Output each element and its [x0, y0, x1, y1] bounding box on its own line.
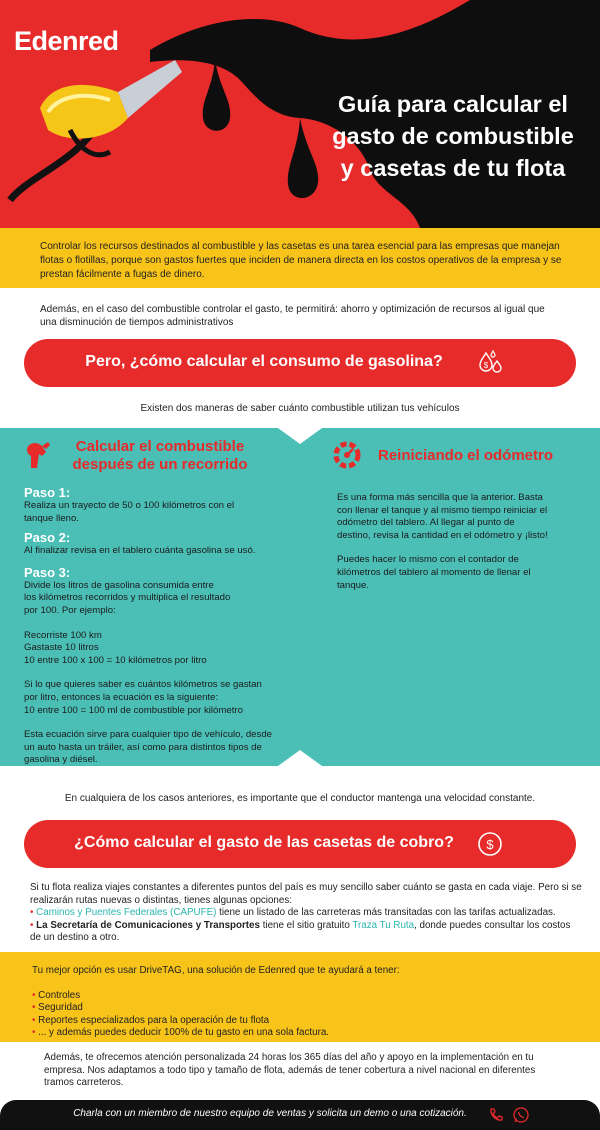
drivetag-item: • Reportes especializados para la operación de tu flota — [32, 1014, 270, 1026]
odometer-line: Es una forma más sencilla que la anterior. Basta — [337, 492, 543, 503]
svg-text:$: $ — [483, 361, 489, 370]
counter-line: tanque. — [337, 579, 370, 591]
question2-text: ¿Cómo calcular el gasto de las casetas de cobro? — [74, 834, 454, 851]
note-line: un auto hasta un tráiler, así como para distintos tipos de — [24, 741, 262, 753]
closing-text: Además, te ofrecemos atención personalizada 24 horas los 365 días del año y apoyo en la implementación en tu empresa. Nos adaptamos a todo tipo y tamaño de flota, además de tener cobertura a nivel nacional en diferentes tramos carreteros. — [44, 1052, 536, 1089]
km-line: Si lo que quieres saber es cuántos kilómetros se gastan — [24, 679, 262, 691]
paso1-line: tanque lleno. — [24, 512, 79, 524]
sct-item: • La Secretaría de Comunicaciones y Transportes tiene el sitio gratuito Traza Tu Ruta, donde puedes consultar los costos de un destino a otro. — [30, 919, 571, 944]
question1-banner — [24, 339, 576, 387]
question2-banner — [24, 820, 576, 868]
drivetag-item: • Seguridad — [32, 1002, 83, 1013]
fuel-pump-icon — [22, 438, 56, 472]
right-col-body — [337, 492, 587, 592]
paso2-line: Al finalizar revisa en el tablero cuánta gasolina se usó. — [24, 545, 256, 557]
km-line: 10 entre 100 = 100 ml de combustible por kilómetro — [24, 704, 243, 716]
hero-banner — [0, 0, 600, 228]
paso1-line: Realiza un trayecto de 50 o 100 kilómetros con el — [24, 500, 235, 511]
intro-section — [0, 228, 600, 288]
example-line: 10 entre 100 x 100 = 10 kilómetros por litro — [24, 654, 207, 666]
odometer-line: destino, revisa la cantidad en el odómetro y ¡listo! — [337, 529, 548, 541]
paso1-heading: Paso 1: — [24, 485, 71, 500]
odometer-line: odómetro del tablero. Al llegar al punto de — [337, 517, 515, 529]
casetas-section — [30, 882, 582, 945]
left-col-body — [24, 485, 304, 767]
question1-text: Pero, ¿cómo calcular el consumo de gasolina? — [85, 353, 443, 370]
methods-section — [0, 428, 600, 766]
drivetag-section — [0, 952, 600, 1042]
footer-bar[interactable] — [0, 1100, 600, 1130]
phone-icon[interactable] — [488, 1107, 504, 1123]
ways-text: Existen dos maneras de saber cuánto combustible utilizan tus vehículos — [140, 403, 460, 414]
fuel-drops-icon — [476, 349, 504, 377]
drivetag-item: • ... y además puedes deducir 100% de tu gasto en una sola factura. — [32, 1027, 330, 1038]
paso3-heading: Paso 3: — [24, 564, 71, 580]
example-line: Recorriste 100 km — [24, 629, 102, 641]
km-line: por litro, entonces la ecuación es la siguiente: — [24, 691, 219, 703]
svg-text:$: $ — [486, 837, 494, 852]
paso3-line: los kilómetros recorridos y multiplica el resultado — [24, 592, 231, 604]
left-col-title: Calcular el combustible después de un recorrido — [72, 438, 248, 473]
odometer-line: con llenar el tanque y al mismo tiempo reiniciar el — [337, 504, 548, 516]
footer-text: Charla con un miembro de nuestro equipo de ventas y solicita un demo o una cotización. — [73, 1108, 467, 1119]
whatsapp-icon[interactable] — [512, 1106, 530, 1124]
counter-line: kilómetros del tablero al momento de llenar el — [337, 566, 531, 578]
odometer-icon — [332, 440, 362, 470]
edenred-logo: Edenred — [14, 26, 119, 56]
note-line: gasolina y diésel. — [24, 754, 98, 766]
casetas-intro: Si tu flota realiza viajes constantes a diferentes puntos del país es muy sencillo saber cuánto se gasta en cada viaje. Pero si se realizarán rutas nuevas o distintas, tienes algunas opciones: — [30, 882, 582, 906]
constant-speed-text: En cualquiera de los casos anteriores, es importante que el conductor mantenga una velocidad constante. — [64, 793, 536, 804]
note-line: Esta ecuación sirve para cualquier tipo de vehículo, desde — [24, 729, 272, 741]
drivetag-intro: Tu mejor opción es usar DriveTAG, una solución de Edenred que te ayudará a tener: — [32, 965, 400, 976]
right-col-title: Reiniciando el odómetro — [378, 447, 554, 464]
intro-text: Controlar los recursos destinados al combustible y las casetas es una tarea esencial para las empresas que manejan flotas o flotillas, porque son gastos fuertes que inciden de manera directa en los costos operativos de la empresa y se prestan fácilmente a fugas de dinero. — [40, 241, 562, 280]
dollar-coin-icon — [476, 830, 504, 858]
capufe-link[interactable]: Caminos y Puentes Federales (CAPUFE) — [36, 907, 217, 919]
paso2-heading: Paso 2: — [24, 530, 71, 546]
paso3-line: Divide los litros de gasolina consumida entre — [24, 579, 214, 591]
drivetag-item: • Controles — [32, 989, 81, 1001]
page-title: Guía para calcular el gasto de combustible y casetas de tu flota — [332, 91, 574, 181]
traza-tu-ruta-link[interactable]: Traza Tu Ruta — [352, 919, 415, 931]
intro2-text: Además, en el caso del combustible controlar el gasto, te permitirá: ahorro y optimización de recursos al igual que una disminución de tiempos administrativos — [40, 304, 545, 328]
capufe-item: • Caminos y Puentes Federales (CAPUFE) tiene un listado de las carreteras más transitadas con las tarifas actualizadas. — [30, 907, 556, 919]
paso3-line: por 100. Por ejemplo: — [24, 604, 116, 616]
example-line: Gastaste 10 litros — [24, 642, 99, 654]
counter-line: Puedes hacer lo mismo con el contador de — [337, 554, 519, 566]
